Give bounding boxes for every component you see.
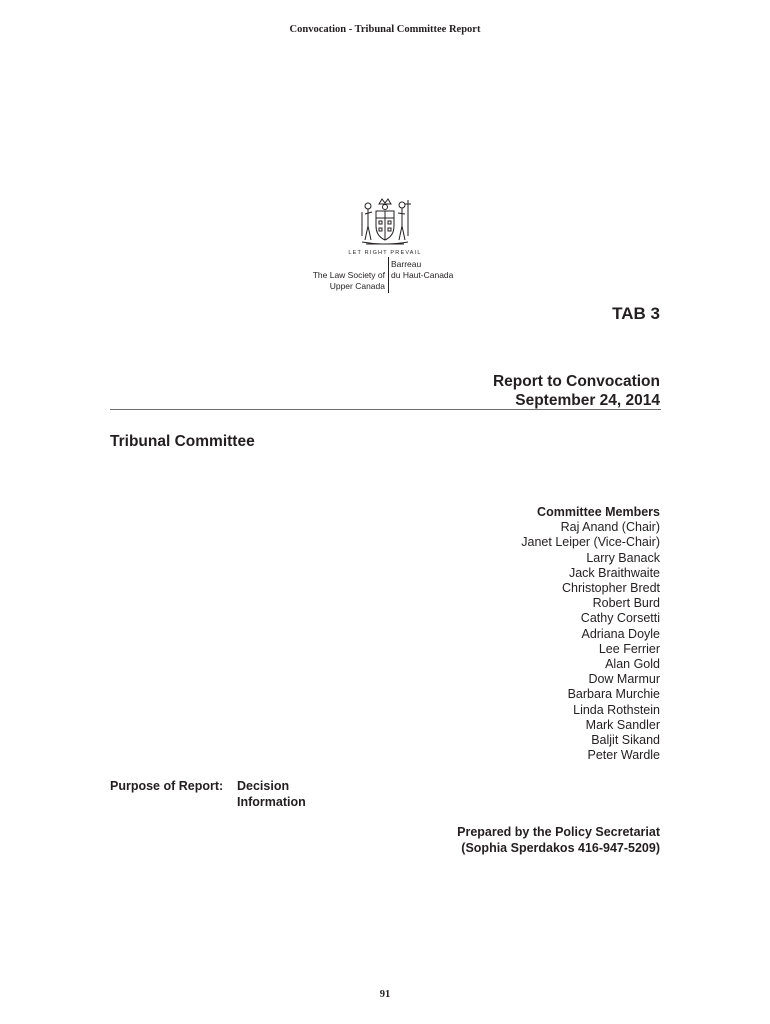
- member-item: Christopher Bredt: [562, 581, 660, 596]
- page-number: 91: [379, 989, 391, 1000]
- committee-title: Tribunal Committee: [110, 433, 255, 450]
- member-item: Cathy Corsetti: [580, 611, 660, 626]
- purpose-values: [237, 779, 306, 810]
- member-item: Barbara Murchie: [567, 687, 660, 702]
- purpose-value: Decision: [237, 779, 290, 793]
- prepared-by-contact: (Sophia Sperdakos 416-947-5209): [461, 840, 660, 855]
- title-divider: [110, 409, 661, 410]
- logo-name-french: [391, 259, 453, 281]
- member-item: Peter Wardle: [587, 748, 660, 763]
- member-item: Lee Ferrier: [598, 641, 660, 656]
- members-list: [521, 520, 660, 763]
- logo-name-french-line1: Barreau: [391, 259, 422, 269]
- report-title: [493, 372, 660, 410]
- law-society-logo: [300, 196, 470, 306]
- prepared-by: [457, 825, 660, 856]
- report-date: September 24, 2014: [515, 392, 660, 409]
- member-item: Adriana Doyle: [581, 626, 660, 641]
- member-item: Mark Sandler: [585, 717, 660, 732]
- running-header: Convocation - Tribunal Committee Report: [289, 24, 481, 35]
- member-item: Janet Leiper (Vice-Chair): [521, 535, 660, 550]
- member-item: Raj Anand (Chair): [560, 520, 660, 535]
- logo-name-english: [313, 270, 385, 292]
- members-heading: Committee Members: [537, 505, 660, 519]
- coat-of-arms-icon: [358, 196, 412, 248]
- committee-members: [521, 505, 660, 763]
- logo-name-english-line1: The Law Society of: [312, 270, 385, 280]
- prepared-by-line1: Prepared by the Policy Secretariat: [457, 825, 660, 839]
- purpose-value: Information: [237, 794, 306, 809]
- member-item: Baljit Sikand: [591, 733, 660, 748]
- member-item: Linda Rothstein: [573, 702, 660, 717]
- tab-label: TAB 3: [612, 304, 660, 323]
- member-item: Robert Burd: [592, 596, 660, 611]
- purpose-label: Purpose of Report:: [110, 779, 224, 793]
- logo-name-french-line2: du Haut-Canada: [391, 270, 454, 280]
- logo-divider: [388, 257, 389, 293]
- logo-motto: LET RIGHT PREVAIL: [348, 250, 422, 256]
- logo-name-english-line2: Upper Canada: [329, 281, 385, 291]
- report-title-line1: Report to Convocation: [492, 373, 660, 390]
- member-item: Jack Braithwaite: [568, 565, 660, 580]
- member-item: Dow Marmur: [588, 672, 660, 687]
- member-item: Alan Gold: [605, 657, 660, 672]
- member-item: Larry Banack: [586, 550, 660, 565]
